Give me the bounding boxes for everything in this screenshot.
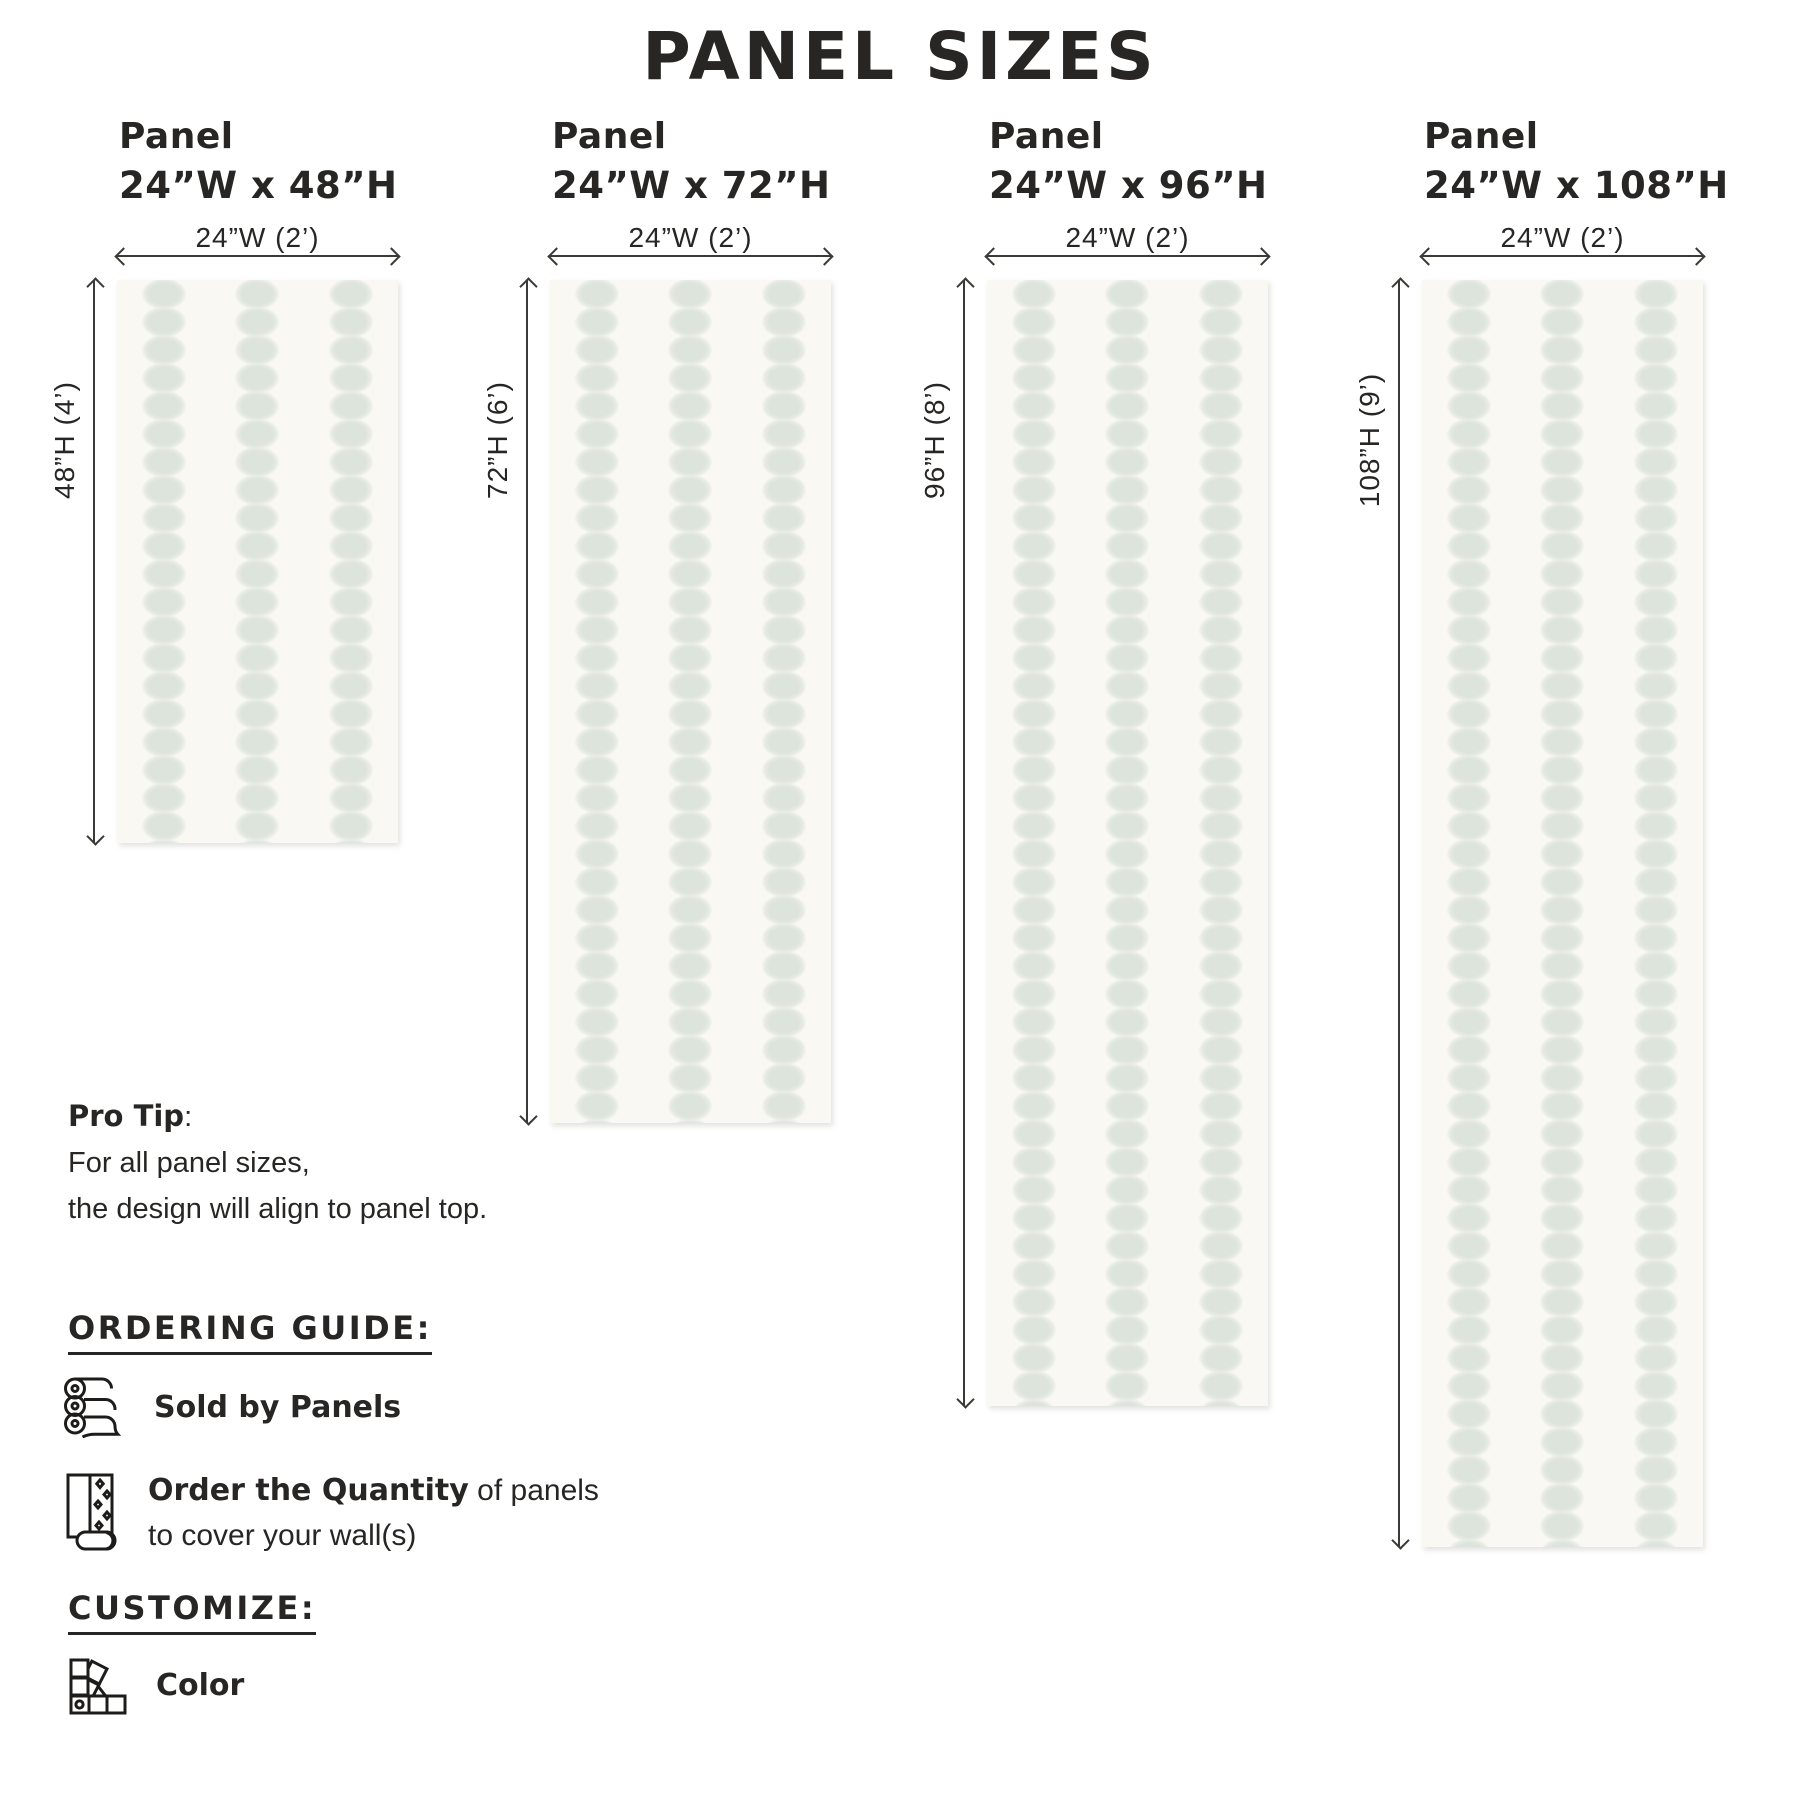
width-arrow [117, 255, 398, 257]
wallpaper-rolls-icon [62, 1376, 128, 1438]
wallpaper-sheet-icon [64, 1472, 122, 1554]
height-dimension-label: 72”H (6’) [482, 381, 513, 499]
customize-heading: CUSTOMIZE: [68, 1590, 316, 1635]
order-quantity-item [64, 1472, 599, 1558]
pro-tip-note [68, 1093, 487, 1232]
pro-tip-heading: Pro Tip: [68, 1099, 193, 1133]
pro-tip-line-2: the design will align to panel top. [68, 1193, 488, 1225]
height-dimension-label: 48”H (4’) [49, 381, 80, 499]
customize-color-label: Color [156, 1667, 245, 1703]
height-dimension-label: 108”H (9’) [1354, 372, 1385, 508]
width-dimension-label: 24”W (2’) [195, 222, 320, 253]
page-title: PANEL SIZES [642, 18, 1158, 95]
panel-size-label: 24”W x 108”H [1424, 164, 1729, 207]
width-arrow [1422, 255, 1703, 257]
pro-tip-line-1: For all panel sizes, [68, 1147, 310, 1179]
customize-color-item [66, 1650, 244, 1720]
width-dimension-label: 24”W (2’) [628, 222, 753, 253]
panel-name: Panel [119, 116, 234, 157]
panel-name: Panel [989, 116, 1104, 157]
panel-name: Panel [1424, 116, 1539, 157]
color-swatches-icon [66, 1652, 130, 1718]
order-quantity-label: Order the Quantity of panels to cover your wall(s) [148, 1468, 599, 1558]
sold-by-panels-item [62, 1376, 401, 1438]
width-arrow [987, 255, 1268, 257]
height-arrow [526, 280, 528, 1123]
order-quantity-line-2: to cover your wall(s) [148, 1519, 417, 1552]
height-dimension-label: 96”H (8’) [919, 381, 950, 499]
ordering-guide-heading: ORDERING GUIDE: [68, 1310, 432, 1355]
height-arrow [93, 280, 95, 843]
panel-size-label: 24”W x 72”H [552, 164, 831, 207]
height-arrow [1398, 280, 1400, 1547]
width-arrow [550, 255, 831, 257]
wallpaper-swatch [117, 280, 398, 843]
wallpaper-swatch [550, 280, 831, 1123]
wallpaper-swatch [1422, 280, 1703, 1547]
width-dimension-label: 24”W (2’) [1065, 222, 1190, 253]
width-dimension-label: 24”W (2’) [1500, 222, 1625, 253]
height-arrow [963, 280, 965, 1406]
wallpaper-swatch [987, 280, 1268, 1406]
sold-by-panels-label: Sold by Panels [154, 1389, 402, 1425]
panel-size-label: 24”W x 48”H [119, 164, 398, 207]
panel-name: Panel [552, 116, 667, 157]
panel-size-label: 24”W x 96”H [989, 164, 1268, 207]
